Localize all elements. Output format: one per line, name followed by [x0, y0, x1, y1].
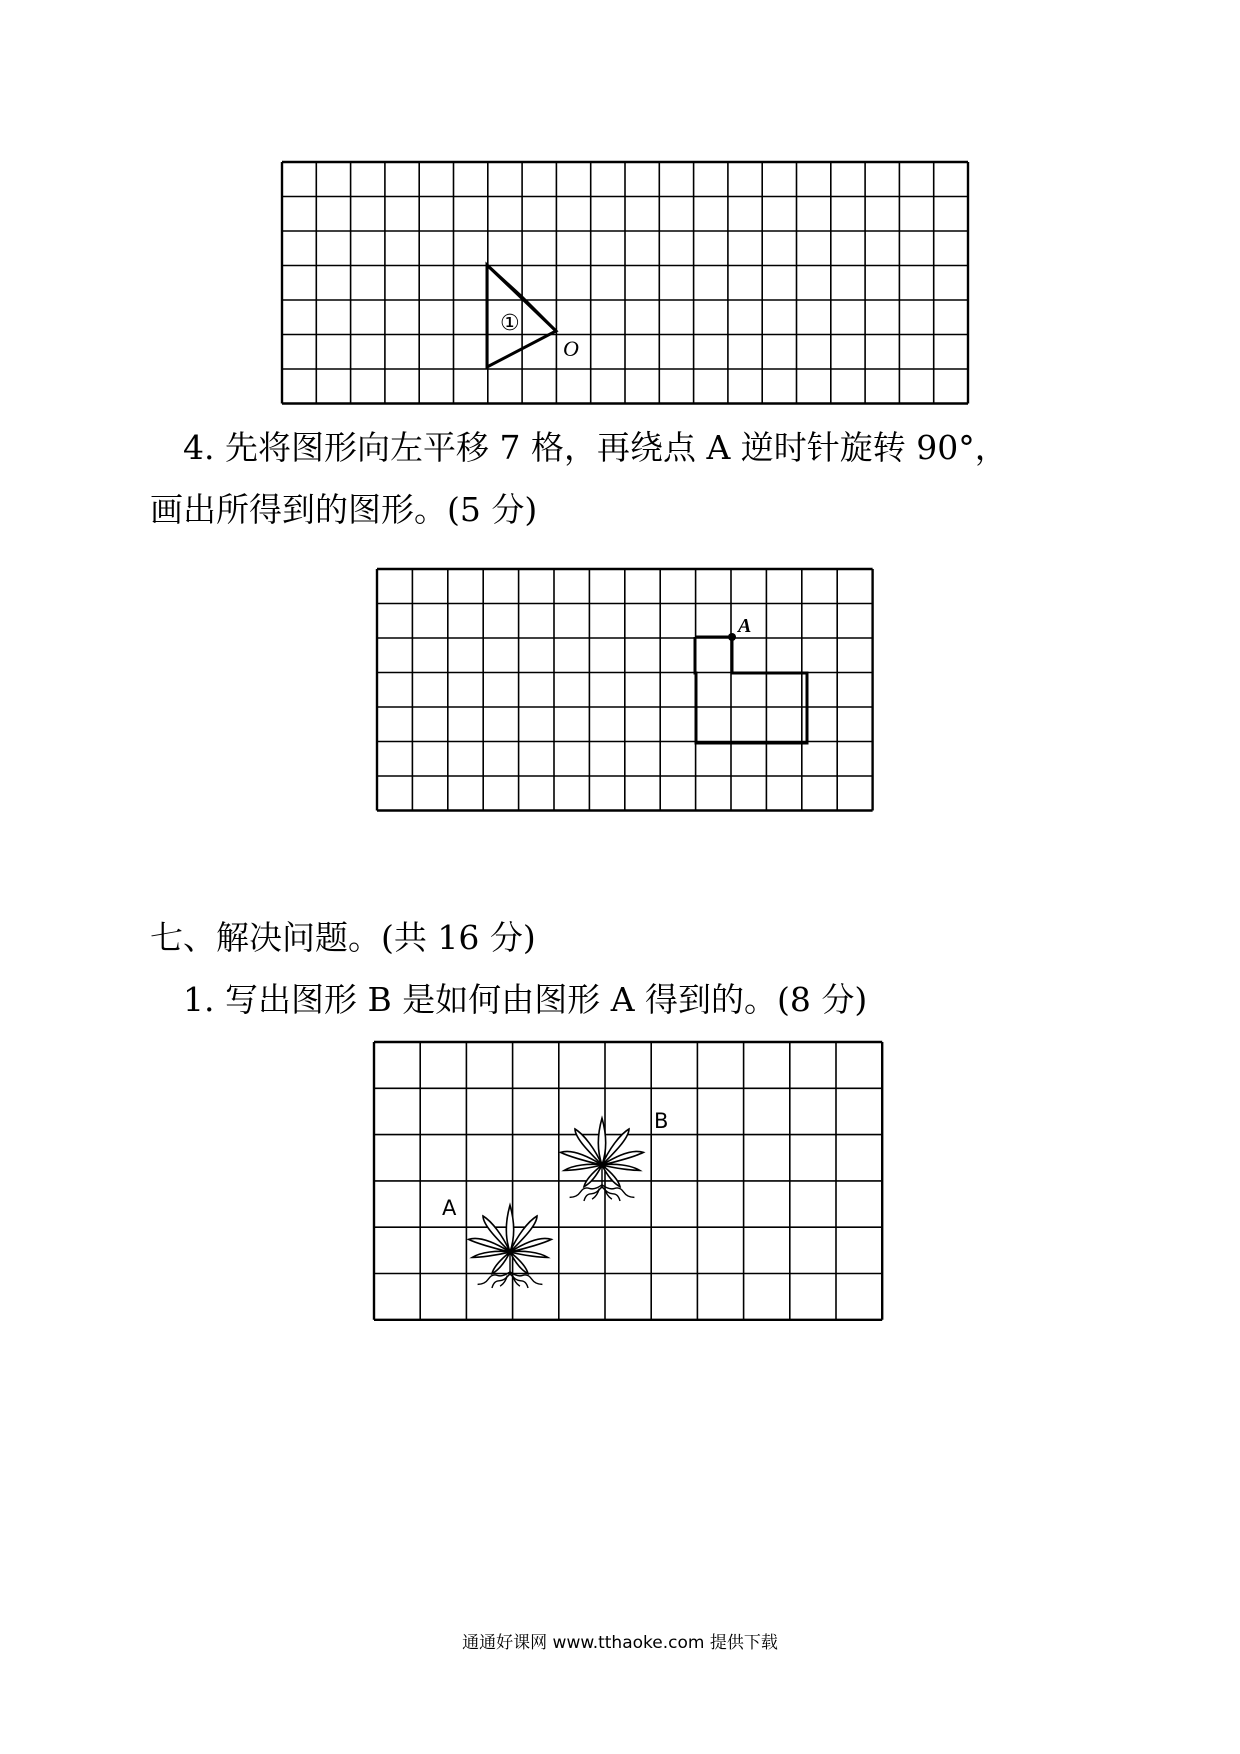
triangle-label: ①: [500, 311, 520, 336]
plant-b: [561, 1118, 644, 1201]
grid-l-shape: [375, 567, 880, 817]
section-7-heading: 七、解决问题。(共 16 分): [150, 918, 536, 957]
point-a-dot: [728, 633, 736, 641]
grid-plants: [372, 1040, 887, 1325]
point-a-label: A: [738, 615, 752, 637]
question-1-text: 1. 写出图形 B 是如何由图形 A 得到的。(8 分): [183, 980, 868, 1019]
plant-b-label: B: [654, 1109, 669, 1133]
l-shape: [695, 637, 807, 743]
plant-a: [469, 1205, 552, 1288]
question-4-line-2: 画出所得到的图形。(5 分): [150, 490, 538, 529]
point-o-label: O: [563, 336, 579, 361]
grid-triangle: [280, 160, 970, 410]
plant-a-label: A: [442, 1196, 457, 1220]
footer-credit: 通通好课网 www.tthaoke.com 提供下载: [462, 1633, 778, 1653]
question-4-line-1: 4. 先将图形向左平移 7 格，再绕点 A 逆时针旋转 90°，: [183, 428, 1008, 467]
